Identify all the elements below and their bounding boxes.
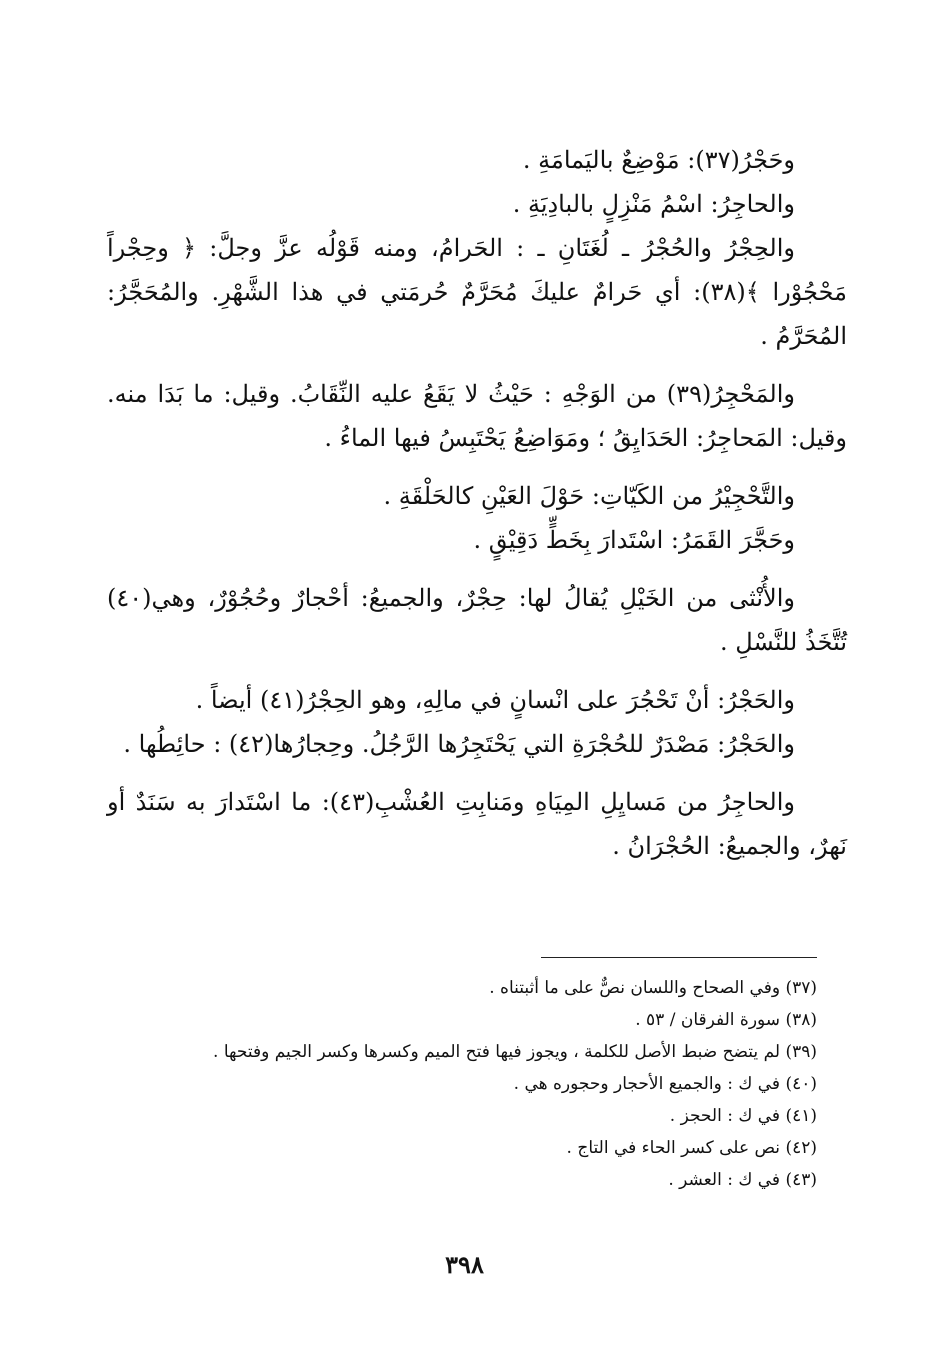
paragraph: والحَجْرُ: أنْ تَحْجُرَ على انْسانٍ في مالِهِ، وهو الحِجْرُ(٤١) أيضاً . <box>195 686 795 714</box>
footnote: (٤٢) نص على كسر الحاء في التاج . <box>566 1138 817 1158</box>
paragraph: والحاجِرُ: اسْمُ مَنْزِلٍ بالبادِيَةِ . <box>512 190 795 218</box>
footnotes <box>97 972 817 1196</box>
paragraph: والتَّحْجِيْرُ من الكَيّاتِ: حَوْلَ العَيْنِ كالحَلْقَةِ . <box>383 482 795 510</box>
paragraph: والحَجْرُ: مَصْدَرٌ للحُجْرَةِ التي يَحْتَجِرُها الرَّجُلُ. وحِجارُها(٤٢) : حائِطُها . <box>123 730 795 758</box>
footnote: (٤٣) في ك : العشر . <box>668 1170 817 1190</box>
footnote-separator <box>541 957 817 958</box>
main-text <box>107 138 847 868</box>
footnote: (٣٨) سورة الفرقان / ٥٣ . <box>635 1010 817 1030</box>
paragraph: وحَجَّرَ القَمَرُ: اسْتَدارَ بِخَطٍّ دَقِيْقٍ . <box>473 526 795 554</box>
paragraph: والحاجِرُ من مَسايِلِ المِيَاهِ ومَنابِتِ العُشْبِ(٤٣): ما اسْتَدارَ به سَنَدٌ أو نَهرٌ، والجميعُ: الحُجْرَانُ . <box>107 788 847 860</box>
footnote: (٤٠) في ك : والجميع الأحجار وحجوره هي . <box>513 1074 817 1094</box>
paragraph: والمَحْجِرُ(٣٩) من الوَجْهِ : حَيْثُ لا يَقَعُ عليه النِّقَابُ. وقيل: ما بَدَا منه. وقيل: المَحاجِرُ: الحَدَايِقُ ؛ ومَوَاضِعُ يَحْتَبِسُ فيها الماءُ . <box>107 380 847 452</box>
paragraph: وحَجْرُ(٣٧): مَوْضِعٌ باليَمامَةِ . <box>522 146 795 174</box>
page-number: ٣٩٨ <box>445 1250 484 1279</box>
footnote: (٤١) في ك : الحجز . <box>669 1106 817 1126</box>
paragraph: والأُنْثى من الخَيْلِ يُقالُ لها: حِجْرٌ، والجميعُ: أحْجارٌ وحُجُوْرٌ، وهي(٤٠) تُتَّخَذُ للنَّسْلِ . <box>107 584 847 656</box>
footnote: (٣٧) وفي الصحاح واللسان نصٌّ على ما أثبتناه . <box>489 978 817 998</box>
footnote: (٣٩) لم يتضح ضبط الأصل للكلمة ، ويجوز فيها فتح الميم وكسرها وكسر الجيم وفتحها . <box>213 1042 817 1062</box>
paragraph: والحِجْرُ والحُجْرُ ـ لُغَتَانِ ـ : الحَرامُ، ومنه قَوْلُه عزَّ وجلَّ: ﴿ وحِجْراً مَحْجُوْرا ﴾(٣٨): أي حَرامٌ عليكَ مُحَرَّمٌ حُرمَتي في هذا الشَّهْرِ. والمُحَجَّرُ: المُحَرَّمُ . <box>107 234 847 350</box>
